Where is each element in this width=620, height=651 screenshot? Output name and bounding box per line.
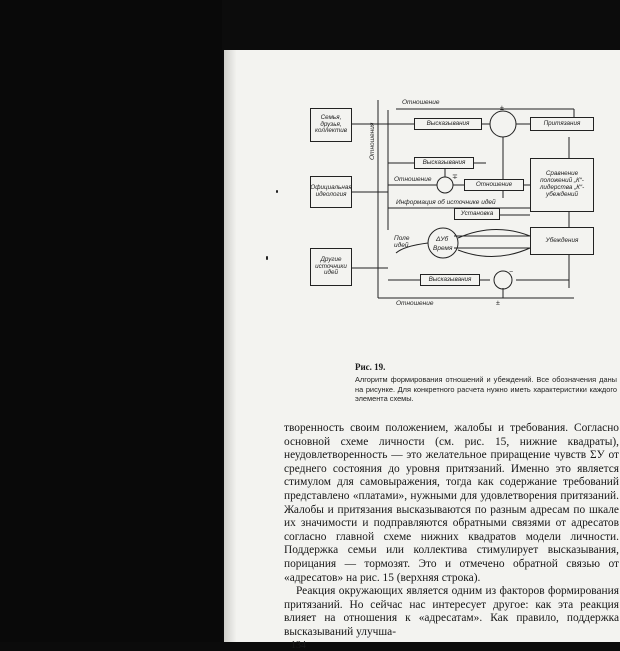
official-ideology-box: Официальная идеология bbox=[310, 176, 352, 208]
statements-box-bottom: Высказывания bbox=[420, 274, 480, 286]
arc-beliefs-to-field bbox=[458, 248, 530, 257]
other-sources-box: Другие источники идей bbox=[310, 248, 352, 286]
scan-dark-margin-left bbox=[0, 0, 222, 642]
scan-speck bbox=[276, 190, 278, 193]
plus-minus-sign-bottom: ± bbox=[496, 300, 500, 307]
relation-box: Отношение bbox=[464, 179, 524, 191]
attitude-box: Установка bbox=[454, 208, 500, 220]
label-relations-vertical: Отношения bbox=[369, 122, 376, 160]
statements-box-top: Высказывания bbox=[414, 118, 482, 130]
body-text bbox=[284, 422, 619, 640]
figure-label: Рис. 19. bbox=[355, 362, 386, 372]
label-time: Время bbox=[433, 245, 453, 252]
arc-field-to-beliefs bbox=[458, 229, 530, 238]
beliefs-box: Убеждения bbox=[530, 227, 594, 255]
scan-speck bbox=[266, 256, 268, 260]
label-relation-left: Отношение bbox=[394, 176, 432, 183]
family-box: Семья, друзья, коллектив bbox=[310, 108, 352, 142]
label-delta-beliefs: ΔУб bbox=[436, 236, 449, 243]
comparator-circle-mid bbox=[437, 177, 453, 193]
figure-caption: Алгоритм формирования отношений и убеждений. Все обозначения даны на рисунке. Для конкретного расчета нужно иметь характеристики каждого элемента схемы. bbox=[355, 375, 617, 404]
paragraph: творенность своим положением, жалобы и требования. Согласно основной схеме личности (см. рис. 15, нижние квадраты), неудовлетворенность — это желательное приращение чувств ΣУ от среднего состояния до уровня притязаний. Именно это является стимулом для самовыражения, тогда как содержание требований представлено «платами», нужными для удовлетворения притязаний. Жалобы и притязания высказываются по разным адресам по шкале их значимости и подправляются обратными связями от адресатов согласно главной схеме нижних квадратов модели личности. Поддержка семьи или коллектива стимулирует высказывания, порицания — тормозят. Это и отмечено обратной связью от «адресатов» на рис. 15 (верхняя строка). bbox=[284, 422, 619, 584]
claims-box: Притязания bbox=[530, 117, 594, 131]
label-relation-bottom: Отношение bbox=[396, 300, 434, 307]
plus-minus-sign-top: ± bbox=[500, 105, 504, 112]
label-relation-top: Отношение bbox=[402, 99, 440, 106]
book-page bbox=[224, 50, 620, 651]
scan-dark-margin-top bbox=[222, 0, 620, 52]
comparator-circle-top bbox=[490, 111, 516, 137]
minus-sign: − bbox=[509, 269, 514, 276]
paragraph: Реакция окружающих является одним из факторов формирования притязаний. Но сейчас нас интересует другое: как эта реакция влияет на отношения к «адресатам». Как правило, поддержка высказываний улучша- bbox=[284, 585, 619, 638]
minus-plus-sign: ∓ bbox=[452, 174, 458, 181]
label-field-of-ideas: Поле идей bbox=[394, 235, 410, 249]
label-info-source: Информация об источнике идей bbox=[396, 199, 496, 206]
comparison-box: Сравнение положений „К“-лидерства „К“-убеждений bbox=[530, 158, 594, 212]
statements-box-second: Высказывания bbox=[414, 157, 474, 169]
page-number: 134 bbox=[291, 640, 306, 651]
